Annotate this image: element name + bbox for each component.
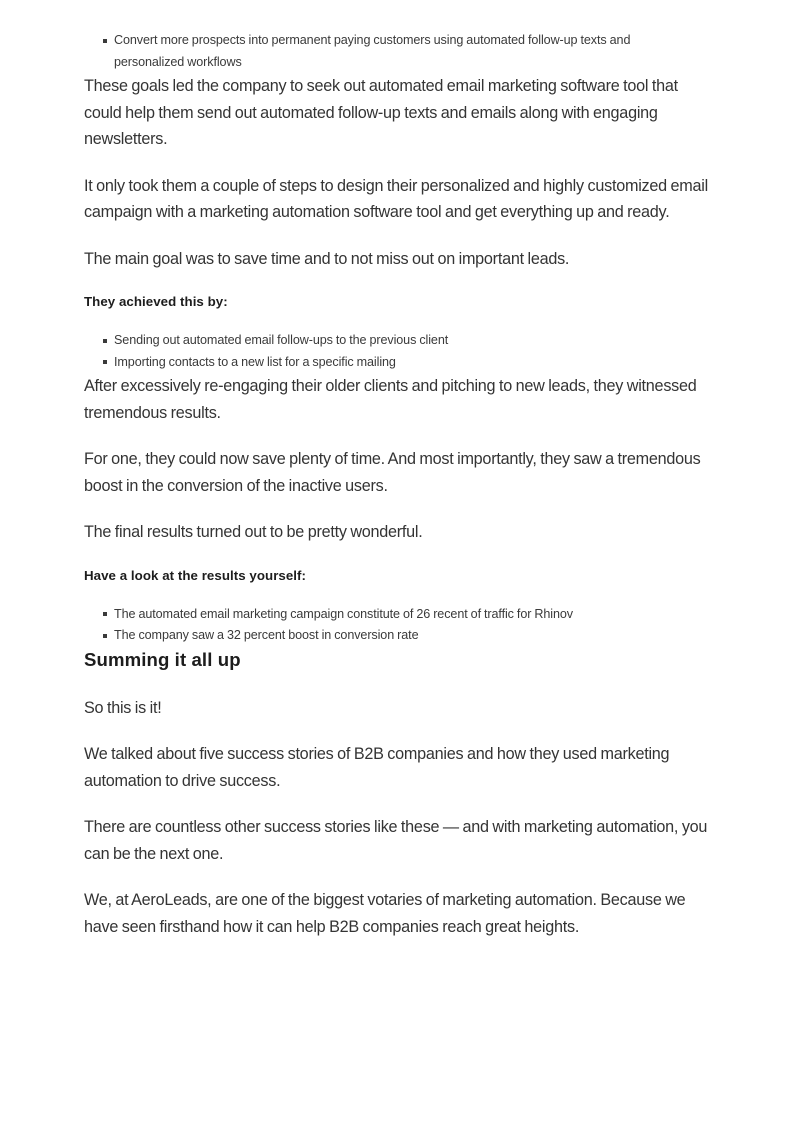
paragraph-main-goal: The main goal was to save time and to not miss out on important leads.	[84, 249, 570, 268]
paragraph-block-2	[84, 173, 710, 226]
paragraph-aeroleads-closing: We, at AeroLeads, are one of the biggest votaries of marketing automation. Because we have seen firsthand how it can help B2B companies reach great heights.	[84, 891, 686, 936]
paragraph-block-10	[84, 887, 710, 940]
paragraph-time-saved: For one, they could now save plenty of time. And most importantly, they saw a tremendous boost in the conversion of the inactive users.	[84, 450, 701, 495]
achievements-bullet-list	[84, 330, 710, 373]
paragraph-block-6	[84, 519, 710, 546]
paragraph-reengaging-results: After excessively re-engaging their older clients and pitching to new leads, they witnessed tremendous results.	[84, 377, 697, 422]
square-bullet-icon	[103, 612, 107, 616]
paragraph-countless-stories: There are countless other success stories like these — and with marketing automation, you can be the next one.	[84, 818, 708, 863]
paragraph-goals-software: These goals led the company to seek out automated email marketing software tool that could help them send out automated follow-up texts and emails along with engaging newsletters.	[84, 77, 678, 148]
paragraph-five-success-stories: We talked about five success stories of B2B companies and how they used marketing automation to drive success.	[84, 745, 670, 790]
paragraph-so-this-is-it: So this is it!	[84, 698, 162, 717]
list-item-label: Convert more prospects into permanent paying customers using automated follow-up texts and personalized workflows	[114, 33, 631, 69]
square-bullet-icon	[103, 360, 107, 364]
paragraph-block-7	[84, 695, 710, 722]
list-item	[84, 625, 710, 647]
list-item	[84, 352, 710, 374]
paragraph-block-1	[84, 73, 710, 153]
paragraph-block-3	[84, 246, 710, 273]
lead-heading-achieved: They achieved this by:	[84, 294, 228, 309]
top-bullet-list	[84, 30, 710, 73]
paragraph-final-results: The final results turned out to be pretty wonderful.	[84, 523, 423, 541]
square-bullet-icon	[103, 339, 107, 343]
paragraph-campaign-steps: It only took them a couple of steps to design their personalized and highly customized email campaign with a marketing automation software tool and get everything up and ready.	[84, 176, 708, 221]
paragraph-block-8	[84, 741, 710, 794]
section-heading-summing-it-all-up: Summing it all up	[84, 648, 241, 670]
lead-heading-block-2	[84, 566, 710, 586]
bottom-spacer	[84, 960, 710, 1040]
list-item	[84, 30, 686, 73]
square-bullet-icon	[103, 634, 107, 638]
list-item-label: Sending out automated email follow-ups to the previous client	[114, 333, 449, 347]
paragraph-block-5	[84, 446, 710, 499]
list-item-label: Importing contacts to a new list for a specific mailing	[114, 354, 396, 369]
lead-heading-block-1	[84, 292, 710, 312]
list-item-label: The automated email marketing campaign constitute of 26 recent of traffic for Rhinov	[114, 606, 573, 621]
square-bullet-icon	[103, 39, 107, 43]
lead-heading-have-a-look: Have a look at the results yourself:	[84, 567, 307, 583]
paragraph-block-9	[84, 814, 710, 867]
list-item	[84, 604, 710, 626]
list-item-label: The company saw a 32 percent boost in conversion rate	[114, 628, 419, 642]
document-content	[84, 30, 710, 1040]
paragraph-block-4	[84, 373, 710, 426]
list-item	[84, 330, 710, 352]
section-heading-block	[84, 647, 710, 673]
results-bullet-list	[84, 604, 710, 647]
